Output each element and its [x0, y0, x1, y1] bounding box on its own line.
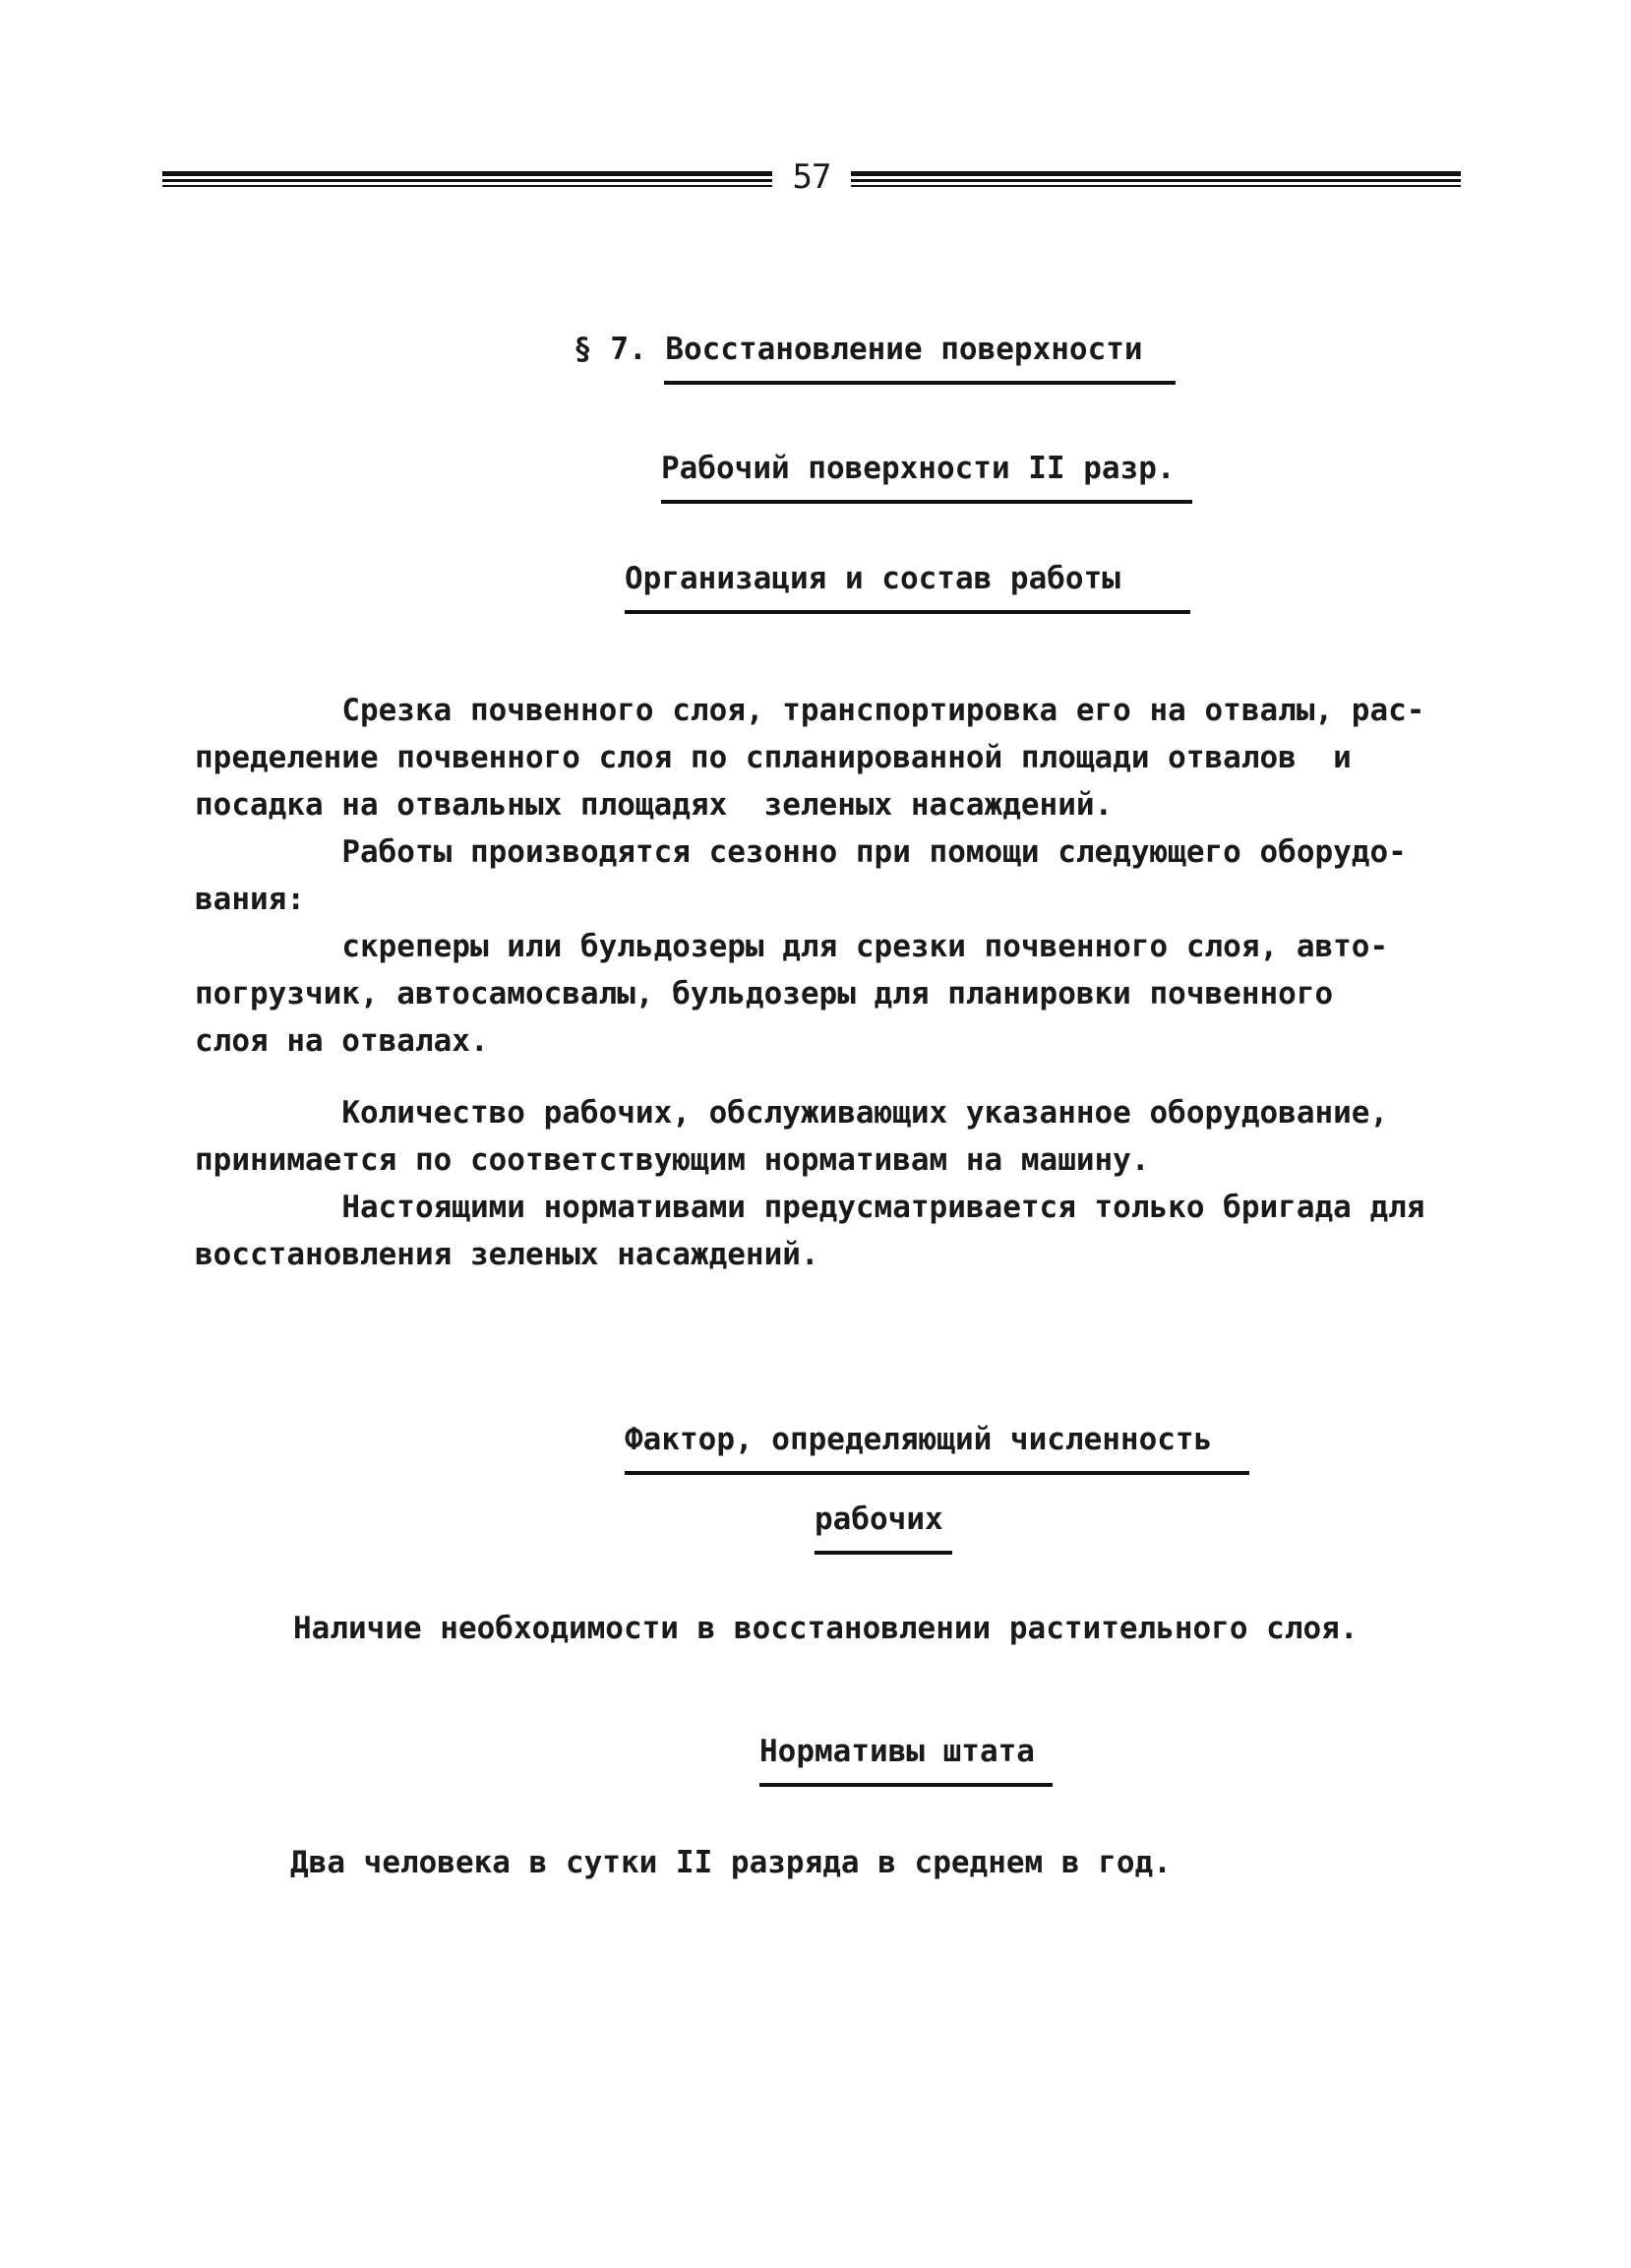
- factor-text: Наличие необходимости в восстановлении растительного слоя.: [293, 1611, 1359, 1646]
- header-rule-left: [162, 171, 772, 190]
- factor-heading: Фактор, определяющий численность: [625, 1422, 1212, 1457]
- section-subtitle: Рабочий поверхности II разр.: [661, 451, 1176, 486]
- staff-norms-text: Два человека в сутки II разряда в среднем в год.: [290, 1845, 1172, 1880]
- page-header: [162, 159, 1461, 199]
- page-number: 57: [792, 157, 831, 197]
- paragraph-work-description: Срезка почвенного слоя, транспортировка его на отвалы, рас- пределение почвенного слоя по спланированной площади отвалов и посадка на отвальных площадях зеленых насаждений. Работы производятся сезонно при помощи следующего оборудо- вания: скреперы или бульдозеры для срезки почвенного слоя, авто- погрузчик, автосамосвалы, бульдозеры для планировки почвенного слоя на отвалах.: [195, 693, 1425, 1059]
- factor-heading-continued: рабочих: [815, 1502, 943, 1537]
- paragraph-staffing-notes: Количество рабочих, обслуживающих указанное оборудование, принимается по соответствующим нормативам на машину. Настоящими нормативами предусматривается только бригада для восстановления зеленых насаждений.: [195, 1095, 1425, 1272]
- section-title: § 7. Восстановление поверхности: [574, 332, 1143, 367]
- staff-norms-heading: Нормативы штата: [759, 1734, 1035, 1769]
- header-rule-right: [851, 171, 1461, 190]
- organization-heading: Организация и состав работы: [625, 561, 1120, 596]
